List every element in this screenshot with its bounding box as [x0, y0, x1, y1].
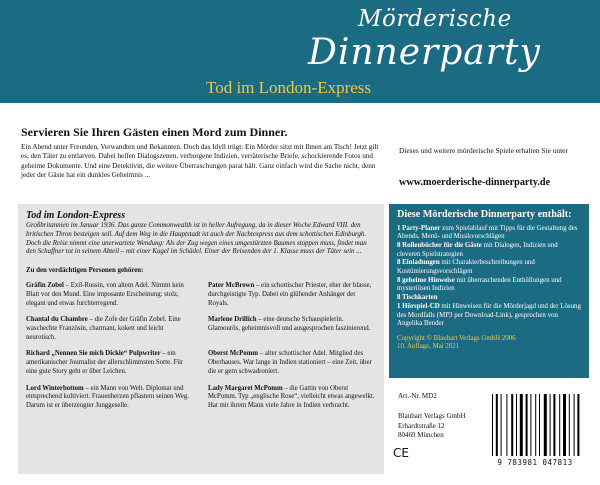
suspect-description: – die Zofe der Gräfin Zobel. Eine waschechte Französin, charmant, kokett und leicht neurotisch.	[26, 316, 181, 341]
contents-item	[397, 242, 581, 259]
suspect-description: – ein Mann von Welt. Diplomat und entsprechend kultiviert. Frauenherzen pflastern seinen Weg. Darum ist er überzeugter Junggeselle.	[26, 384, 189, 409]
suspects-list	[26, 282, 376, 410]
contents-item	[397, 303, 581, 329]
suspects-heading: Zu den verdächtigen Personen gehören:	[26, 267, 144, 275]
publisher-address	[398, 412, 466, 441]
contents-item	[397, 277, 581, 294]
suspect-description: – ein schottischer Priester, eher der blasse, durchgeistigte Typ. Dabei ein glühender Anhänger der Royals.	[208, 282, 372, 307]
suspect-description: – Exil-Russin, von altem Adel. Nimmt kein Blatt vor den Mund. Eine imposante Erscheinung: stolz, elegant und etwas furchterregend.	[26, 282, 184, 307]
suspect-item	[26, 350, 194, 376]
contents-item	[397, 259, 581, 276]
suspect-item	[208, 316, 376, 342]
suspect-description: – eine deutsche Schauspielerin. Glamourös, geheimnisvoll und ausgesprochen faszinierend.	[208, 316, 371, 332]
contents-panel	[389, 204, 589, 378]
game-subtitle: Tod im London-Express	[206, 78, 372, 97]
suspect-item	[208, 350, 376, 376]
barcode-bars-icon	[489, 392, 585, 458]
story-title: Tod im London-Express	[26, 210, 126, 221]
contents-item-detail: mit Hinweisen für die Mörderjagd und der Lösung des Mordfalls (MP3 per Download-Link), gesprochen von Angelika Bender	[397, 302, 581, 328]
suspect-name: Pater McBrown	[208, 282, 255, 290]
suspect-name: Lady Margaret McPomm	[208, 384, 283, 392]
contents-item-name: 8 Einladungen	[397, 259, 440, 267]
edition-line: 10. Auflage, Mai 2021	[397, 343, 460, 351]
brand-title-line2: Dinnerparty	[308, 32, 541, 73]
contents-item-name: 8 Rollenbücher für die Gäste	[397, 241, 482, 249]
suspect-description: – die Gattin von Oberst McPomm. Typ „englische Rose“, vielleicht etwas angewelkt. Hat mit ihrem Mann viele Jahre in Indien verbracht.	[208, 384, 375, 409]
contents-item	[397, 225, 581, 242]
suspect-name: Lord Winterbottom	[26, 384, 84, 392]
suspect-name: Marlene Drillich	[208, 316, 257, 324]
suspect-item	[208, 385, 376, 411]
suspect-item	[26, 316, 194, 342]
contents-item-name: 8 geheime Hinweise	[397, 276, 455, 284]
copyright-line: Copyright © Blaubart Verlags GmbH 2006	[397, 334, 516, 342]
suspect-item	[26, 282, 194, 308]
ce-mark-icon: CE	[393, 446, 409, 460]
story-text: Großbritannien im Januar 1936. Das ganze Commonwealth ist in heller Aufregung, da in dieser Woche Edward VIII. den britischen Thron besteigen soll. Auf dem Weg in die Hauptstadt ist auch der Nachtexpress aus dem schottischen Edinburgh. Doch die Reise nimmt eine unerwartete Wendung: Als der Zug wegen eines umgestürzten Baumes stoppen muss, findet man den Schaffner tot in seinem Abteil – mit einer Kugel im Schädel. Einer der Reisenden der 1. Klasse muss der Täter sein ...	[26, 222, 367, 256]
contents-title: Diese Mörderische Dinnerparty enthält:	[397, 209, 572, 220]
story-panel	[18, 204, 384, 474]
suspect-description: – ein amerikanischer Journalist der allerschlimmsten Sorte. Für eine gute Story geht er über Leichen.	[26, 350, 184, 375]
contents-item-name: 1 Party-Planer	[397, 224, 441, 232]
contents-item	[397, 294, 581, 303]
website-link[interactable]: www.moerderische-dinnerparty.de	[399, 177, 551, 188]
barcode-number: 9 783981 047813	[497, 458, 573, 467]
copyright-notice	[397, 335, 581, 352]
header-banner	[0, 0, 600, 103]
lead-heading: Servieren Sie Ihren Gästen einen Mord zum Dinner.	[21, 125, 288, 139]
suspect-item	[208, 282, 376, 308]
article-number: Art.-Nr. MD2	[398, 392, 437, 400]
more-games-note: Dieses und weitere mörderische Spiele erhalten Sie unter	[399, 146, 568, 155]
publisher-city: 80469 München	[398, 431, 444, 439]
suspect-name: Chantal du Chambre	[26, 316, 88, 324]
suspect-item	[26, 385, 194, 411]
lead-paragraph: Ein Abend unter Freunden, Verwandten und Bekannten. Doch das Idyll trügt: Ein Mörder sitzt mit Ihnen am Tisch! Jetzt gilt es, den Täter zu entlarven. Dabei helfen Dialogszenen, verborgene Indizien, verräterische Briefe, schockierende Fotos und geheime Dokumente. Und eine Detektivin, die weitere Überraschungen parat hält. Ganz einfach wird die Sache nicht, denn jeder der Gäste hat ein dunkles Geheimnis ...	[21, 143, 379, 180]
contents-list	[397, 225, 581, 329]
publisher-name: Blaubart Verlags GmbH	[398, 412, 466, 420]
contents-item-name: 8 Tischkarten	[397, 294, 438, 302]
contents-item-detail: mit Charakterbeschreibungen und Kostümierungsvorschlägen	[397, 259, 535, 276]
barcode	[489, 392, 585, 458]
suspect-name: Oberst McPomm	[208, 350, 259, 358]
contents-item-detail: mit Dialogen, Indizien und cleveren Spielstrategien	[397, 241, 558, 258]
suspect-name: Gräfin Zobel	[26, 282, 64, 290]
contents-item-detail: mit überraschenden Enthüllungen und mysteriösen Indizien	[397, 276, 562, 293]
contents-item-name: 1 Hörspiel-CD	[397, 302, 440, 310]
suspect-description: – alter schottischer Adel. Mitglied des Oberhauses. War lange in Indien stationiert – eine Zeit, über die er gern schwadroniert.	[208, 350, 372, 375]
contents-item-detail: zum Spielablauf mit Tipps für die Gestaltung des Abends, Menü- und Musikvorschlägen	[397, 224, 578, 241]
suspect-name: Richard „Nennen Sie mich Dickie“ Pulpwriter	[26, 350, 161, 358]
brand-title-line1: Mörderische	[358, 6, 512, 32]
publisher-street: Erhardtstraße 12	[398, 421, 445, 430]
